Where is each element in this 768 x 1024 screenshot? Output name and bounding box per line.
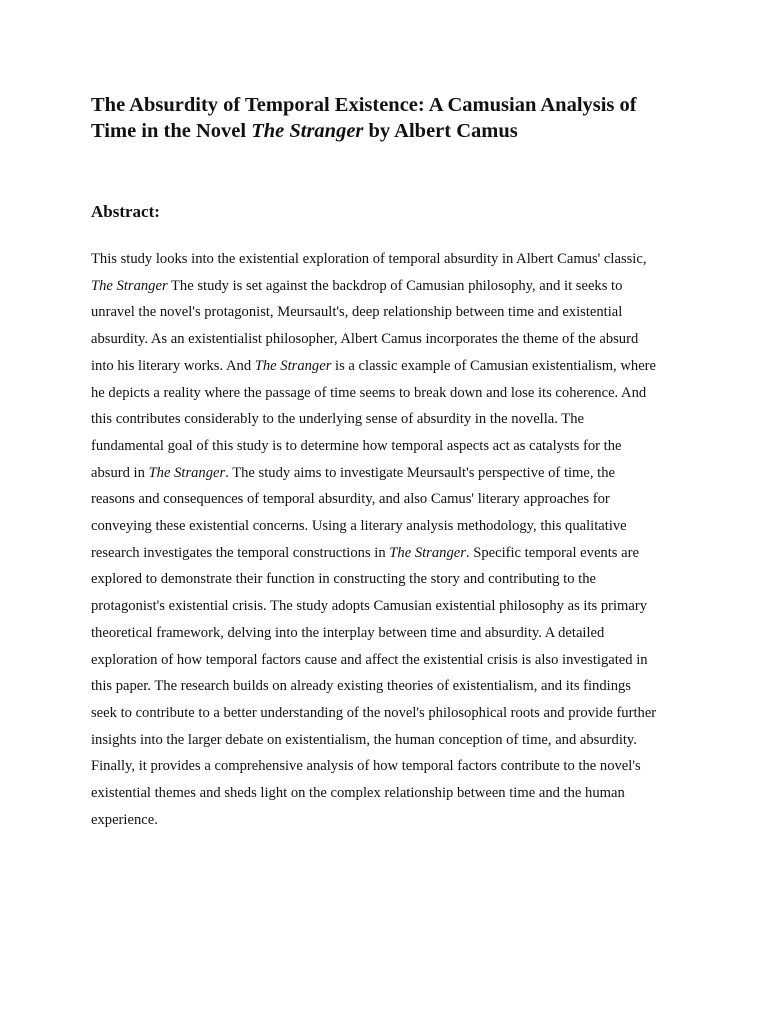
abstract-text: Finally, it provides a comprehensive analysis of how temporal factors contribute to the novel's (91, 758, 641, 775)
abstract-line (91, 727, 691, 754)
abstract-text: is a classic example of Camusian existentialism, where (331, 357, 657, 374)
abstract-text: this contributes considerably to the underlying sense of absurdity in the novella. The (91, 411, 584, 428)
abstract-line (91, 380, 691, 407)
abstract-text: insights into the larger debate on existentialism, the human conception of time, and absurdity. (91, 731, 637, 748)
abstract-text: seek to contribute to a better understanding of the novel's philosophical roots and provide further (91, 704, 657, 721)
abstract-line (91, 486, 691, 513)
abstract-text: existential themes and sheds light on the complex relationship between time and the human (91, 785, 625, 802)
abstract-text: unravel the novel's protagonist, Meursault's, deep relationship between time and existential (91, 304, 623, 321)
abstract-line (91, 540, 691, 567)
document-title (91, 92, 691, 144)
title-line-2-start: Time in the Novel (91, 120, 252, 142)
abstract-text: absurdity. As an existentialist philosopher, Albert Camus incorporates the theme of the absurd (91, 331, 639, 348)
title-line-1: The Absurdity of Temporal Existence: A Camusian Analysis of (91, 94, 637, 116)
abstract-line (91, 807, 691, 834)
abstract-text: conveying these existential concerns. Using a literary analysis methodology, this qualitative (91, 518, 627, 535)
abstract-text: explored to demonstrate their function in constructing the story and contributing to the (91, 571, 596, 588)
abstract-text: exploration of how temporal factors cause and affect the existential crisis is also investigated in (91, 651, 648, 668)
abstract-line (91, 433, 691, 460)
abstract-text: he depicts a reality where the passage of time seems to break down and lose its coherence. And (91, 384, 647, 401)
abstract-line (91, 273, 691, 300)
abstract-text: . Specific temporal events are (465, 544, 639, 561)
abstract-line (91, 460, 691, 487)
abstract-line (91, 753, 691, 780)
abstract-italic-title: The Stranger (389, 544, 466, 561)
abstract-italic-title: The Stranger (148, 464, 226, 481)
abstract-text: fundamental goal of this study is to determine how temporal aspects act as catalysts for the (91, 437, 622, 454)
abstract-line (91, 406, 691, 433)
abstract-heading: Abstract: (91, 202, 160, 221)
abstract-text: experience. (91, 811, 158, 828)
abstract-text: protagonist's existential crisis. The study adopts Camusian existential philosophy as its primary (91, 598, 648, 615)
abstract-text: research investigates the temporal constructions in (91, 544, 390, 561)
abstract-line (91, 299, 691, 326)
abstract-italic-title: The Stranger (254, 357, 332, 374)
abstract-text: The study is set against the backdrop of Camusian philosophy, and it seeks to (167, 277, 623, 294)
abstract-line (91, 673, 691, 700)
abstract-text: . The study aims to investigate Meursault's perspective of time, the (225, 464, 616, 481)
abstract-body (91, 246, 691, 833)
abstract-text: absurd in (91, 464, 149, 481)
abstract-text: This study looks into the existential exploration of temporal absurdity in Albert Camus' classic, (91, 251, 647, 267)
abstract-line (91, 647, 691, 674)
abstract-line (91, 566, 691, 593)
abstract-line (91, 353, 691, 380)
abstract-line (91, 780, 691, 807)
abstract-text: into his literary works. And (91, 357, 255, 374)
title-line-2-end: by Albert Camus (363, 120, 518, 142)
abstract-text: this paper. The research builds on already existing theories of existentialism, and its findings (91, 678, 631, 695)
abstract-line (91, 593, 691, 620)
abstract-line (91, 620, 691, 647)
abstract-line (91, 326, 691, 353)
abstract-line (91, 700, 691, 727)
abstract-line (91, 513, 691, 540)
abstract-italic-title: The Stranger (91, 277, 168, 294)
abstract-line (91, 246, 691, 273)
title-line-2-italic: The Stranger (251, 120, 364, 142)
abstract-text: theoretical framework, delving into the interplay between time and absurdity. A detailed (91, 624, 605, 641)
abstract-text: reasons and consequences of temporal absurdity, and also Camus' literary approaches for (91, 491, 610, 508)
